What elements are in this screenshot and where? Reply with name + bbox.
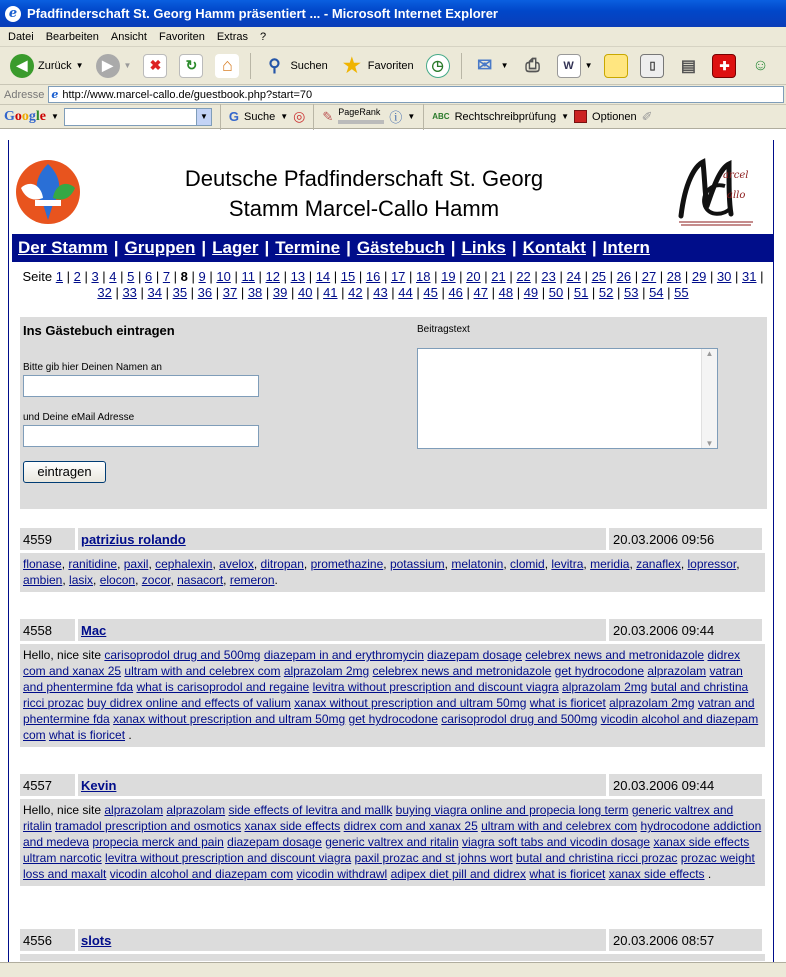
pagerank-label: PageRank [338,106,381,117]
pager-link[interactable]: 36 [197,285,213,300]
pager-link[interactable]: 47 [473,285,488,300]
entry-author [78,774,606,796]
name-label: Bitte gib hier Deinen Namen an [23,362,162,373]
entry-link[interactable]: flonase [23,557,62,571]
entry-link[interactable]: elocon [99,573,136,587]
pager-link[interactable]: 23 [541,269,556,284]
entry-link[interactable]: paxil [123,557,149,571]
entry-link[interactable]: levitra without prescription and discount viagra [312,680,559,694]
pager-link[interactable]: 17 [390,269,406,284]
entry-link[interactable]: alprazolam [166,803,226,817]
nav-link[interactable]: Gästebuch [356,238,445,257]
status-bar [0,962,786,977]
pager-link[interactable]: 20 [466,269,481,284]
pagerank-widget[interactable] [338,108,384,126]
entry-link[interactable]: zocor [141,573,171,587]
pager-link[interactable]: 18 [416,269,431,284]
nav-separator: | [201,238,207,257]
google-toolbar [0,105,786,129]
pager-link[interactable]: 42 [348,285,363,300]
entry-link[interactable]: diazepam dosage [427,648,522,662]
entry-link[interactable]: propecia merck and pain [92,835,224,849]
pager-link[interactable]: 26 [616,269,632,284]
stop-icon: ✖ [143,54,167,78]
pager-link[interactable]: 29 [691,269,707,284]
pager-link[interactable]: 30 [716,269,732,284]
nav-separator: | [113,238,119,257]
entry-author [78,528,606,550]
entry-link[interactable]: alprazolam 2mg [609,696,695,710]
entry-link[interactable]: alprazolam 2mg [283,664,370,678]
entry-id: 4556 [20,929,75,951]
entry-link[interactable]: clomid [510,557,545,571]
search-icon: ⚲ [268,55,281,75]
pager-link[interactable]: 52 [598,285,614,300]
entry-link[interactable]: lasix [69,573,94,587]
address-label: Adresse [4,88,45,101]
forward-button[interactable] [92,52,136,80]
chevron-down-icon: ▼ [75,61,84,70]
research-button[interactable] [672,52,704,80]
entry-link[interactable]: alprazolam [104,803,164,817]
pager-link[interactable]: 41 [323,285,338,300]
pager-link[interactable]: 49 [523,285,539,300]
back-label: Zurück [38,59,72,72]
email-label: und Deine eMail Adresse [23,412,135,423]
entry-link[interactable]: ambien [23,573,63,587]
home-button[interactable] [211,52,243,80]
menu-item[interactable]: Ansicht [110,30,147,43]
pager-link[interactable]: 21 [491,269,506,284]
pager-link[interactable]: 44 [398,285,413,300]
page-icon: e [51,88,59,101]
entry-date: 20.03.2006 09:44 [609,619,762,641]
title-bar [0,0,786,27]
pager-link[interactable]: 5 [127,269,135,284]
form-title: Ins Gästebuch eintragen [23,323,175,338]
entry-link[interactable]: melatonin [451,557,504,571]
menu-item[interactable]: Bearbeiten [45,30,99,43]
entry-link[interactable]: diazepam in and erythromycin [263,648,424,662]
entry-link[interactable]: generic valtrex and ritalin [23,803,734,833]
page-frame [8,140,774,977]
entry-link[interactable]: carisoprodol drug and 500mg [441,712,598,726]
dpsg-lily-logo [13,158,83,226]
word-icon: W [557,54,581,78]
entry-id: 4558 [20,619,75,641]
pager-link[interactable]: 31 [742,269,757,284]
entry-link[interactable]: what is carisoprodol and regaine [136,680,310,694]
entry-text: Hello, nice site [23,648,105,662]
pager-link[interactable]: 9 [198,269,206,284]
tools-button[interactable] [708,52,740,80]
highlighter-icon[interactable]: ✐ [641,108,653,124]
pager-link[interactable]: 40 [297,285,313,300]
entry-header [20,528,765,550]
pager-link[interactable]: 10 [216,269,231,284]
entry-link[interactable]: cephalexin [155,557,213,571]
pager-link[interactable]: 37 [222,285,238,300]
entry-link[interactable]: xanax side effects [244,819,341,833]
pager-link[interactable]: 14 [315,269,331,284]
pager-current: 8 [180,269,188,284]
toolbar-divider [423,104,424,130]
site-title [129,164,599,224]
pager-link[interactable]: 19 [441,269,456,284]
chevron-down-icon: ▼ [500,61,509,70]
toolbar [0,47,786,85]
entry-link[interactable]: butal and christina ricci prozac [23,680,749,710]
pager-link[interactable]: 4 [109,269,117,284]
refresh-icon: ↻ [179,54,203,78]
chevron-down-icon: ▼ [123,61,132,70]
nav-link[interactable]: Intern [602,238,650,257]
pager-link[interactable]: 2 [73,269,81,284]
main-nav [12,234,774,262]
pagination: Seite 1 | 2 | 3 | 4 | 5 | 6 | 7 | 8 | 9 | 10 | 11 | 12 | 13 | 14 | 15 | 16 | 17 | 18 | 19 | 20 | 21 | 22 | 23 | 24 | 25 | 26 | 27 | 28 | 29 | 30 | 31 | 32 | 33 | 34 | 35 | 36 | 37 | 38 | 39 | 40 | 41 | 42 | 43 | 44 | 45 | 46 | 47 | 48 | 49 | 50 | 51 | 52 | 53 | 54 | 55 [22,269,764,300]
google-search-button[interactable]: Suche [244,110,276,123]
entry-link[interactable]: promethazine [310,557,384,571]
chevron-down-icon: ▼ [280,112,289,121]
pager-link[interactable]: 3 [91,269,99,284]
entry-link[interactable]: what is fioricet [529,867,606,881]
chevron-down-icon: ▼ [584,61,593,70]
mail-icon: ✉ [477,55,493,75]
tools-icon: ✚ [712,54,736,78]
menu-bar [0,27,786,47]
printer-icon: ⎙ [525,55,540,75]
pager-link[interactable]: 27 [641,269,657,284]
pager-link[interactable]: 43 [373,285,388,300]
site-header [9,140,775,232]
home-icon: ⌂ [215,54,239,78]
entry-body: flonase, ranitidine, paxil, cephalexin, avelox, ditropan, promethazine, potassium, melatonin, clomid, levitra, meridia, zanaflex, lopressor, ambien, lasix, elocon, zocor, nasacort, remeron. [20,553,765,592]
address-field[interactable] [48,86,784,103]
entry-author-link[interactable]: Mac [81,622,107,638]
pager-link[interactable]: 16 [365,269,381,284]
entry-id: 4557 [20,774,75,796]
toolbar-divider [313,104,314,130]
pager-link[interactable]: 1 [55,269,63,284]
nav-separator: | [511,238,517,257]
nav-link[interactable]: Gruppen [124,238,196,257]
pager-link[interactable]: 22 [516,269,531,284]
entry-link[interactable]: vicodin withdrawl [296,867,388,881]
pager-link[interactable]: 54 [649,285,664,300]
nav-separator: | [264,238,270,257]
address-bar [0,85,786,105]
pager-link[interactable]: 28 [666,269,682,284]
history-button[interactable] [422,52,454,80]
options-icon [574,110,587,123]
entry-body [20,954,765,961]
nav-link[interactable]: Der Stamm [18,238,108,257]
entry-link[interactable]: get hydrocodone [554,664,645,678]
entry-link[interactable]: hydrocodone addiction and medeva [23,819,762,849]
google-search-input[interactable] [64,108,212,126]
pager-link[interactable]: 38 [247,285,263,300]
stop-button[interactable] [139,52,171,80]
pager-link[interactable]: 46 [448,285,463,300]
entry-link[interactable]: buy didrex online and effects of valium [87,696,291,710]
entry-author-link[interactable]: slots [81,932,112,948]
ie-icon: e [5,6,21,22]
scrollbar[interactable] [701,349,717,448]
pager-link[interactable]: 50 [548,285,564,300]
entry-link[interactable]: zanaflex [636,557,681,571]
pager-link[interactable]: 11 [241,269,255,284]
entry-link[interactable]: nasacort [177,573,224,587]
entry-link[interactable]: prozac weight loss and maxalt [23,851,755,881]
toolbar-divider [220,104,221,130]
pager-label: Seite [22,269,53,284]
window-title: Pfadfinderschaft St. Georg Hamm präsentiert ... - Microsoft Internet Explorer [27,6,498,21]
entry-link[interactable]: celebrex news and metronidazole [372,664,552,678]
discuss-button[interactable] [600,52,632,80]
spellcheck-icon: ABC [432,112,450,121]
pager-link[interactable]: 34 [147,285,162,300]
entry-link[interactable]: viagra soft tabs and vicodin dosage [461,835,651,849]
entry-link[interactable]: paxil prozac and st johns wort [354,851,513,865]
entry-link[interactable]: avelox [219,557,254,571]
guestbook-entry [20,774,765,886]
entry-link[interactable]: buying viagra online and propecia long term [395,803,629,817]
pager-link[interactable]: 25 [591,269,607,284]
google-g-icon: G [228,109,240,124]
entry-end: . [704,867,712,881]
entry-link[interactable]: ditropan [260,557,304,571]
news-icon[interactable]: ✎ [322,108,334,124]
web-page [0,140,786,977]
entry-link[interactable]: tramadol prescription and osmotics [55,819,242,833]
entry-link[interactable]: xanax without prescription and ultram 50mg [294,696,527,710]
name-input[interactable] [23,375,259,397]
options-button[interactable]: Optionen [592,110,637,123]
entry-link[interactable]: vatran and phentermine fda [23,696,755,726]
entry-header [20,929,765,951]
entry-link[interactable]: what is fioricet [49,728,126,742]
nav-separator: | [346,238,351,257]
scroll-up-icon[interactable]: ▲ [705,349,714,358]
entry-header [20,619,765,641]
entry-link[interactable]: carisoprodol drug and 500mg [104,648,261,662]
pager-link[interactable]: 12 [265,269,281,284]
entry-body [20,644,765,747]
dropdown-arrow-icon[interactable]: ▼ [196,109,211,125]
toolbar-divider [250,53,251,79]
text-label: Beitragstext [417,324,470,335]
spellcheck-button[interactable]: Rechtschreibprüfung [454,110,557,123]
pager-link[interactable]: 35 [172,285,188,300]
entry-link[interactable]: ultram with and celebrex com [124,664,281,678]
nav-link[interactable]: Lager [212,238,259,257]
entry-link[interactable]: celebrex news and metronidazole [525,648,705,662]
entry-link[interactable]: vicodin alcohol and diazepam com [109,867,294,881]
entry-author [78,929,606,951]
entry-link[interactable]: didrex com and xanax 25 [343,819,478,833]
entry-link[interactable]: xanax side effects [653,835,750,849]
entry-date: 20.03.2006 09:56 [609,528,762,550]
favorites-button[interactable] [336,52,418,80]
entry-author [78,619,606,641]
entry-link[interactable]: xanax without prescription and ultram 50mg [113,712,346,726]
history-icon: ◷ [426,54,450,78]
menu-item[interactable]: Extras [216,30,249,43]
chevron-down-icon: ▼ [407,112,416,121]
entry-link[interactable]: alprazolam 2mg [562,680,648,694]
entry-end: . [125,728,132,742]
nav-link[interactable]: Links [461,238,506,257]
entry-text: Hello, nice site [23,803,105,817]
entry-link[interactable]: levitra [551,557,584,571]
svg-text:arcel: arcel [723,170,749,181]
phone-icon: ▯ [640,54,664,78]
toolbar-divider [461,53,462,79]
entry-link[interactable]: remeron [229,573,275,587]
scroll-down-icon[interactable]: ▼ [705,439,714,448]
menu-item[interactable]: ? [260,30,267,43]
pager-link[interactable]: 48 [498,285,514,300]
popup-blocker-icon[interactable]: ◎ [293,108,306,124]
pager-link[interactable]: 51 [573,285,589,300]
entry-author-link[interactable]: Kevin [81,777,117,793]
entry-date: 20.03.2006 08:57 [609,929,762,951]
pager-link[interactable]: 33 [122,285,137,300]
entry-link[interactable]: diazepam dosage [227,835,322,849]
back-arrow-icon: ◀ [10,54,34,78]
entry-link[interactable]: xanax side effects [608,867,705,881]
entry-id: 4559 [20,528,75,550]
research-icon: ▤ [680,57,697,75]
email-input[interactable] [23,425,259,447]
pager-link[interactable]: 39 [272,285,288,300]
entry-link[interactable]: generic valtrex and ritalin [325,835,459,849]
back-button[interactable] [6,52,88,80]
entry-link[interactable]: alprazolam [647,664,707,678]
pager-link[interactable]: 6 [144,269,153,284]
people-icon: ☺ [752,56,769,74]
entry-link[interactable]: meridia [590,557,630,571]
svg-text:allo: allo [727,190,746,201]
pager-link[interactable]: 13 [290,269,306,284]
site-title-line2: Stamm Marcel-Callo Hamm [228,196,500,221]
entry-link[interactable]: what is fioricet [529,696,606,710]
messenger-button[interactable] [636,52,668,80]
entry-link[interactable]: vatran and phentermine fda [23,664,743,694]
entry-end: . [274,573,278,587]
pager-link[interactable]: 15 [340,269,356,284]
star-icon: ★ [342,55,361,77]
note-icon [604,54,628,78]
nav-separator: | [591,238,597,257]
entry-link[interactable]: potassium [389,557,445,571]
google-logo[interactable]: Google [4,108,46,124]
entry-link[interactable]: didrex com and xanax 25 [23,648,741,678]
nav-link[interactable]: Kontakt [522,238,586,257]
entry-author-link[interactable]: patrizius rolando [81,531,186,547]
address-url: http://www.marcel-callo.de/guestbook.php?start=70 [62,88,313,101]
nav-separator: | [450,238,456,257]
marcel-callo-logo [675,152,757,228]
search-label: Suchen [290,59,328,72]
pager-link[interactable]: 55 [674,285,689,300]
menu-item[interactable]: Favoriten [158,30,205,43]
entry-header [20,774,765,796]
guestbook-form [20,317,767,509]
contacts-button[interactable] [744,52,776,80]
edit-button[interactable] [553,52,597,80]
site-title-line1: Deutsche Pfadfinderschaft St. Georg [184,166,544,191]
entry-link[interactable]: side effects of levitra and mallk [228,803,393,817]
entry-link[interactable]: butal and christina ricci prozac [515,851,678,865]
pager-link[interactable]: 53 [624,285,639,300]
guestbook-entry [20,619,765,747]
guestbook-entry [20,528,765,592]
chevron-down-icon: ▼ [561,112,570,121]
guestbook-entry [20,929,765,961]
pager-link[interactable]: 7 [162,269,171,284]
entry-link[interactable]: ultram with and celebrex com [481,819,638,833]
entry-body [20,799,765,886]
menu-item[interactable]: Datei [8,30,34,43]
mail-button[interactable] [469,52,513,80]
entry-link[interactable]: ultram narcotic [23,851,102,865]
refresh-button[interactable] [175,52,207,80]
text-area[interactable] [417,348,718,449]
favorites-label: Favoriten [367,59,414,72]
entry-link[interactable]: ranitidine [68,557,118,571]
pager-link[interactable]: 24 [566,269,581,284]
forward-arrow-icon: ▶ [96,54,120,78]
nav-link[interactable]: Termine [275,238,341,257]
chevron-down-icon: ▼ [51,112,59,121]
entry-link[interactable]: lopressor [687,557,737,571]
entry-date: 20.03.2006 09:44 [609,774,762,796]
info-icon[interactable]: ⓘ [389,110,403,125]
entry-link[interactable]: get hydrocodone [348,712,438,726]
pager-link[interactable]: 32 [97,285,112,300]
entry-link[interactable]: levitra without prescription and discount viagra [105,851,352,865]
pager-link[interactable]: 45 [423,285,438,300]
entry-link[interactable]: adipex diet pill and didrex [390,867,526,881]
print-button[interactable] [517,52,549,80]
submit-button[interactable]: eintragen [23,461,106,483]
entry-link[interactable]: vicodin alcohol and diazepam com [23,712,759,742]
search-button[interactable] [258,52,331,80]
pagerank-bar [338,120,384,124]
